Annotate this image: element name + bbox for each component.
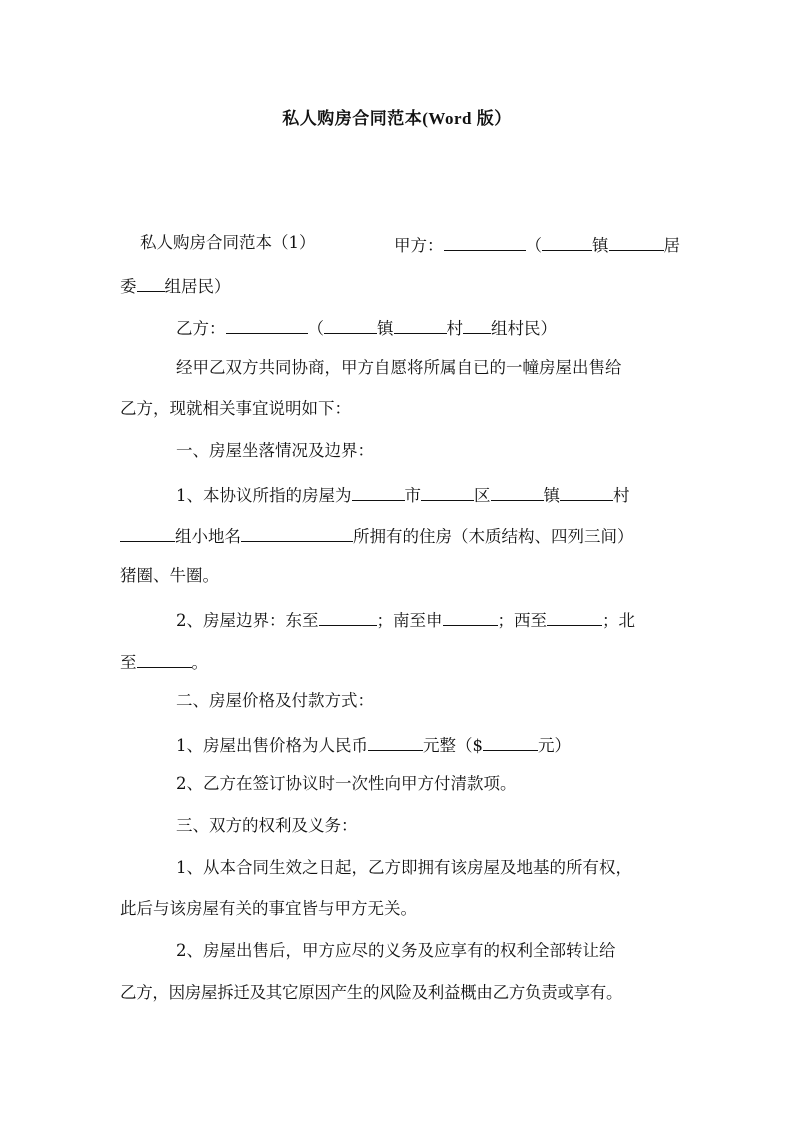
group-blank — [120, 523, 175, 542]
price-label: 1、房屋出售价格为人民币 — [176, 736, 368, 755]
party-a-name-blank — [444, 232, 526, 251]
price-unit-label: 元） — [538, 736, 571, 755]
clause-1-2-line1 — [176, 607, 680, 632]
north-to-label: 至 — [120, 653, 137, 672]
clause-text: 1、本协议所指的房屋为 — [176, 486, 352, 505]
party-a-line-cont — [120, 273, 680, 298]
party-a-line — [140, 232, 680, 257]
section-heading-1: 一、房屋坐落情况及边界： — [176, 441, 374, 460]
west-label: ；西至 — [497, 611, 547, 630]
place-name-label: 组小地名 — [175, 527, 241, 546]
village-label: 村 — [613, 486, 630, 505]
party-a-residence-blank — [609, 232, 664, 251]
party-b-town-blank — [324, 315, 377, 334]
party-a-label: 甲方： — [394, 236, 444, 255]
group-resident-label: 组居民） — [164, 277, 231, 296]
party-b-label: 乙方： — [176, 319, 226, 338]
clause-2-2: 2、乙方在签订协议时一次性向甲方付清款项。 — [176, 774, 517, 793]
party-a-group-blank — [137, 273, 165, 292]
property-description: 所拥有的住房（木质结构、四列三间） — [353, 527, 634, 546]
place-name-blank — [241, 523, 353, 542]
clause-1-1-line1 — [176, 482, 680, 507]
east-label: 2、房屋边界：东至 — [176, 611, 319, 630]
party-b-group-blank — [463, 315, 491, 334]
clause-2-1 — [176, 732, 680, 757]
north-label: ；北 — [602, 611, 635, 630]
north-blank — [137, 649, 192, 668]
price-dollar-blank — [483, 732, 538, 751]
clause-3-1-line2: 此后与该房屋有关的事宜皆与甲方无关。 — [120, 899, 417, 918]
party-b-line — [176, 315, 680, 340]
committee-label: 委 — [120, 277, 137, 296]
village-label: 村 — [446, 319, 463, 338]
west-blank — [547, 607, 602, 626]
clause-3-2-line1: 2、房屋出售后，甲方应尽的义务及应享有的权利全部转让给 — [176, 941, 616, 960]
clause-1-1-group — [176, 482, 630, 507]
intro-paragraph-line2: 乙方，现就相关事宜说明如下： — [120, 399, 351, 418]
price-rmb-blank — [368, 732, 423, 751]
town-label: 镇 — [543, 486, 560, 505]
party-b-name-blank — [226, 315, 308, 334]
city-label: 市 — [404, 486, 421, 505]
town-blank — [491, 482, 544, 501]
document-title: 私人购房合同范本(Word 版） — [282, 109, 512, 128]
south-label: ；南至申 — [376, 611, 443, 630]
clause-1-1-line3: 猪圈、牛圈。 — [120, 566, 219, 585]
town-label: 镇 — [592, 236, 609, 255]
district-blank — [421, 482, 474, 501]
paren-open: （ — [525, 236, 542, 255]
south-blank — [443, 607, 498, 626]
town-label: 镇 — [377, 319, 394, 338]
city-blank — [352, 482, 405, 501]
east-blank — [319, 607, 377, 626]
clause-1-1-line2 — [120, 523, 680, 548]
clause-1-2-line2 — [120, 649, 680, 674]
party-b-village-blank — [394, 315, 447, 334]
contract-heading-text: 私人购房合同范本（1） — [140, 233, 316, 252]
clause-1-2-group — [176, 607, 635, 632]
period: 。 — [191, 653, 208, 672]
clause-3-2-line2: 乙方，因房屋拆迁及其它原因产生的风险及利益概由乙方负责或享有。 — [120, 983, 623, 1002]
party-a-group — [394, 232, 680, 257]
group-villager-label: 组村民） — [491, 319, 557, 338]
section-heading-2: 二、房屋价格及付款方式： — [176, 691, 374, 710]
price-dollar-label: 元整（$ — [423, 736, 483, 755]
section-heading-3: 三、双方的权利及义务： — [176, 816, 358, 835]
village-blank — [560, 482, 613, 501]
intro-paragraph-line1: 经甲乙双方共同协商，甲方自愿将所属自已的一幢房屋出售给 — [176, 358, 622, 377]
district-label: 区 — [474, 486, 491, 505]
paren-open: （ — [307, 319, 324, 338]
clause-3-1-line1: 1、从本合同生效之日起，乙方即拥有该房屋及地基的所有权， — [176, 858, 632, 877]
residence-label: 居 — [663, 236, 680, 255]
party-a-town-blank — [542, 232, 592, 251]
